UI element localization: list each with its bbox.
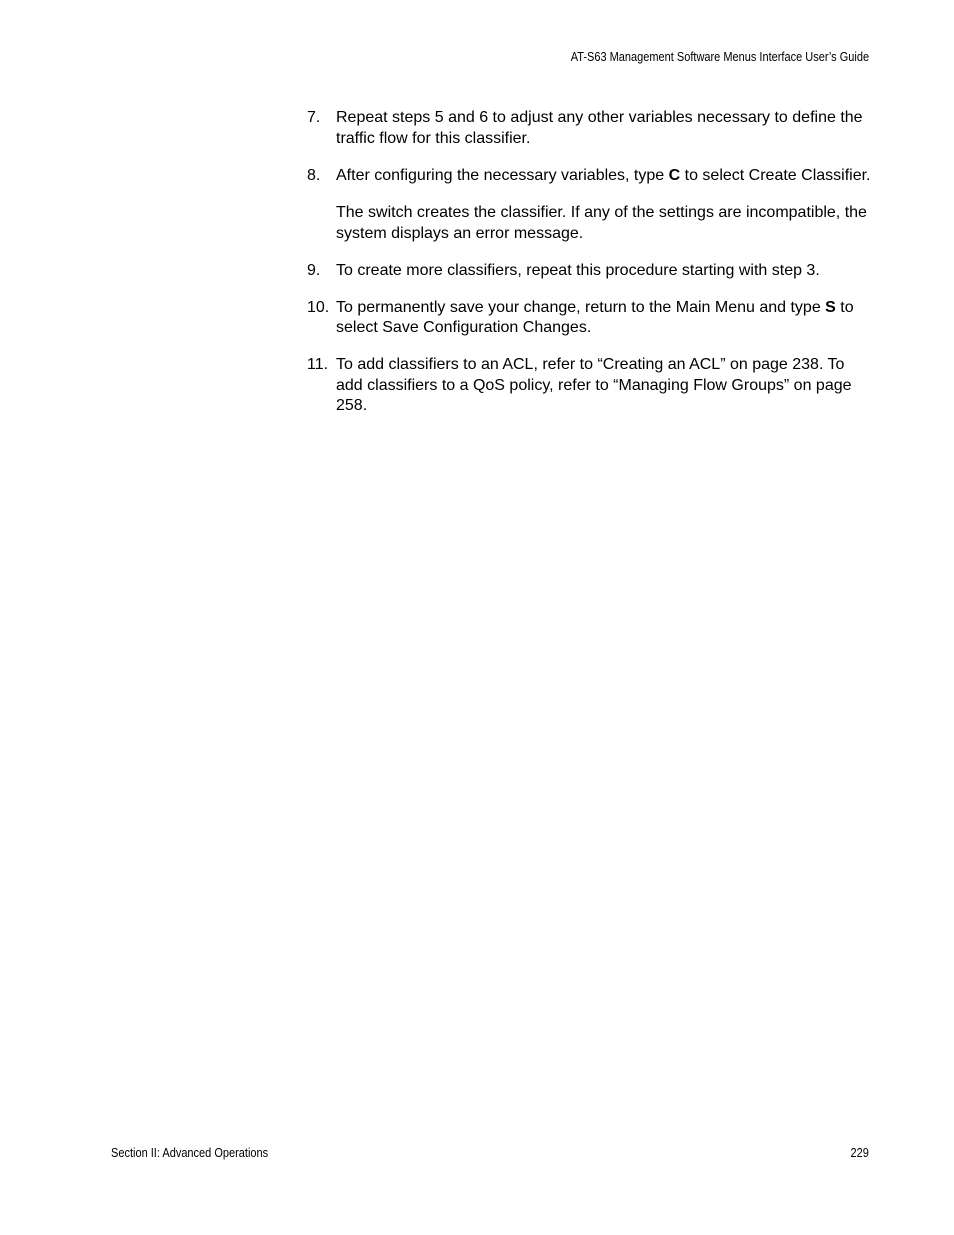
step-text (336, 166, 873, 187)
step-number: 9. (307, 261, 321, 279)
step-number: 8. (307, 166, 321, 184)
step-text-start: After configuring the necessary variables, type (336, 166, 669, 184)
page-number: 229 (850, 1146, 869, 1160)
step-11 (307, 355, 873, 417)
step-number: 7. (307, 109, 321, 126)
step-text (336, 298, 873, 339)
key-command: C (668, 166, 681, 184)
footer-section: Section II: Advanced Operations (111, 1146, 269, 1160)
step-text: To add classifiers to an ACL, refer to “Creating an ACL” on page 238. To add classifiers to a QoS policy, refer to “Managing Flow Groups” on page 258. (336, 356, 852, 414)
step-10 (307, 298, 873, 339)
step-9 (307, 261, 873, 282)
step-text-end: to select Save Configuration Changes. (336, 298, 854, 336)
key-command: S (825, 298, 836, 316)
step-8 (307, 166, 873, 245)
step-text: To create more classifiers, repeat this procedure starting with step 3. (336, 261, 820, 279)
step-text: Repeat steps 5 and 6 to adjust any other variables necessary to define the traffic flow for this classifier. (336, 109, 863, 147)
step-text-start: To permanently save your change, return to the Main Menu and type (336, 298, 826, 316)
step-text-end: to select Create Classifier. (680, 166, 871, 184)
step-note: The switch creates the classifier. If any of the settings are incompatible, the system displays an error message. (336, 204, 867, 242)
step-number: 11. (307, 356, 329, 373)
step-7 (307, 108, 873, 149)
step-number: 10. (307, 298, 330, 316)
running-header: AT-S63 Management Software Menus Interface User’s Guide (570, 50, 869, 64)
procedure-steps (307, 108, 873, 433)
